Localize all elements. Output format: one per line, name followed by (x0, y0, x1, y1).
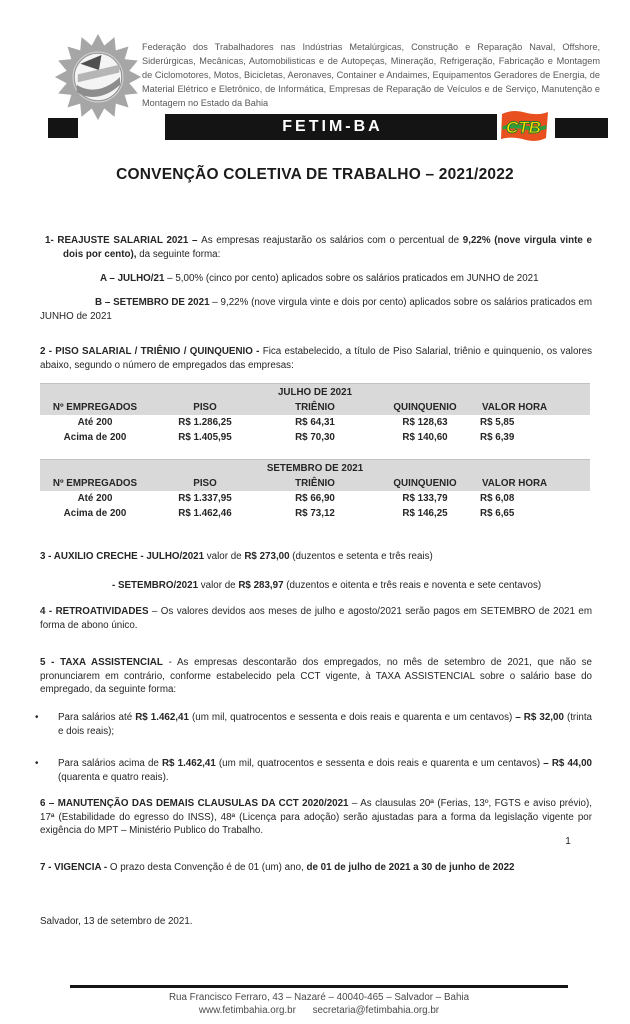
section-5-taxa-assistencial: 5 - TAXA ASSISTENCIAL - As empresas descontarão dos empregados, no mês de setembro de 2021, que não se pronunciarem em contrário, conforme estabelecido pela CCT vigente, à TAXA ASSISTENCIAL sobre o salário base do empregado, da seguinte forma: (40, 657, 592, 695)
table-cell: R$ 128,63 (370, 415, 480, 430)
decorative-black-square-left (48, 118, 78, 138)
text-run-bold: - SETEMBRO/2021 (112, 580, 199, 591)
text-run-bold: – R$ 32,00 (515, 712, 564, 723)
table-title: SETEMBRO DE 2021 (40, 460, 590, 477)
table-cell: R$ 1.405,95 (150, 430, 260, 445)
table-header-cell: Nº EMPREGADOS (40, 400, 150, 415)
wage-table (40, 383, 590, 445)
text-run-bold: R$ 283,97 (238, 580, 284, 591)
text-run-bold: 3 - AUXILIO CRECHE - JULHO/2021 (40, 551, 205, 562)
table-row (40, 506, 590, 521)
document-title: CONVENÇÃO COLETIVA DE TRABALHO – 2021/2022 (116, 166, 514, 183)
table-header-cell: Nº EMPREGADOS (40, 476, 150, 491)
table-header-cell: QUINQUENIO (370, 400, 480, 415)
text-run-bold: 1- REAJUSTE SALARIAL 2021 – (45, 235, 202, 246)
table-header-cell: PISO (150, 400, 260, 415)
wage-table (40, 459, 590, 521)
table-cell: R$ 66,90 (260, 491, 370, 506)
table-cell: R$ 1.462,46 (150, 506, 260, 521)
section-4-retroatividades: 4 - RETROATIVIDADES – Os valores devidos aos meses de julho e agosto/2021 serão pagos em SETEMBRO de 2021 em forma de abono único. (40, 606, 592, 631)
section-1-item-b: B – SETEMBRO DE 2021 – 9,22% (nove virgula vinte e dois por cento) aplicados sobre os salários praticados em JUNHO de 2021 (40, 297, 592, 322)
footer-address: Rua Francisco Ferraro, 43 – Nazaré – 40040-465 – Salvador – Bahia (168, 992, 470, 1003)
closing-date-line: Salvador, 13 de setembro de 2021. (40, 916, 193, 927)
table-cell: R$ 5,85 (480, 415, 590, 430)
footer-contact-line (60, 1005, 578, 1016)
table-cell: R$ 6,39 (480, 430, 590, 445)
text-run-bold: 4 - RETROATIVIDADES (40, 606, 149, 617)
table-cell: Acima de 200 (40, 430, 150, 445)
section-6-manutencao-clausulas: 6 – MANUTENÇÃO DAS DEMAIS CLAUSULAS DA CCT 2020/2021 – As clausulas 20ª (Ferias, 13º, FGTS e aviso prévio), 17ª (Estabilidade do egresso do INSS), 48ª (Licença para adoção) serão ajustadas para a forma da legislação vigente por exigência do MPT – Ministério Publico do Trabalho. (40, 798, 592, 836)
table-header-cell: VALOR HORA (480, 476, 590, 491)
text-run-bold: 7 - VIGENCIA - (40, 862, 110, 873)
section-3-auxilio-creche-setembro: - SETEMBRO/2021 valor de R$ 283,97 (duzentos e oitenta e três reais e noventa e sete centavos) (112, 580, 542, 591)
ctb-logo-icon (498, 108, 552, 146)
table-cell: Até 200 (40, 491, 150, 506)
footer-email: secretaria@fetimbahia.org.br (312, 1005, 440, 1016)
fetim-gear-logo-icon (52, 33, 144, 121)
table-header-cell: VALOR HORA (480, 400, 590, 415)
table-cell: Acima de 200 (40, 506, 150, 521)
text-run-bold: A – JULHO/21 (100, 273, 165, 284)
text-run-bold: 6 – MANUTENÇÃO DAS DEMAIS CLAUSULAS DA CCT 2020/2021 (40, 798, 349, 809)
table-cell: R$ 70,30 (260, 430, 370, 445)
text-run-bold: R$ 1.462,41 (135, 712, 189, 723)
ctb-label: CTB (506, 118, 541, 137)
bullet-text: Para salários até R$ 1.462,41 (um mil, quatrocentos e sessenta e dois reais e quarenta e um centavos) – R$ 32,00 (trinta e dois reais); (58, 712, 592, 737)
table-cell: Até 200 (40, 415, 150, 430)
table-row (40, 430, 590, 445)
page-number: 1 (565, 836, 571, 847)
text-run-bold: 2 - PISO SALARIAL / TRIÊNIO / QUINQUENIO - (40, 346, 263, 357)
bullet-text: Para salários acima de R$ 1.462,41 (um mil, quatrocentos e sessenta e dois reais e quarenta e um centavos) – R$ 44,00 (quarenta e quatro reais). (58, 758, 592, 783)
bullet-item-salarios-ate (35, 711, 592, 738)
bullet-icon: • (35, 758, 39, 769)
fetim-banner (165, 114, 497, 140)
table-header-cell: PISO (150, 476, 260, 491)
section-3-auxilio-creche: 3 - AUXILIO CRECHE - JULHO/2021 valor de R$ 273,00 (duzentos e setenta e três reais) (40, 551, 433, 562)
fetim-banner-label: FETIM-BA (282, 118, 383, 135)
text-run-bold: R$ 273,00 (244, 551, 290, 562)
table-cell: R$ 6,08 (480, 491, 590, 506)
footer-website: www.fetimbahia.org.br (198, 1005, 296, 1016)
section-2-piso-salarial: 2 - PISO SALARIAL / TRIÊNIO / QUINQUENIO - Fica estabelecido, a título de Piso Salarial, triênio e quinquenio, os valores abaixo, segundo o número de empregados das empresas: (40, 346, 593, 371)
table-row (40, 491, 590, 506)
table-cell: R$ 140,60 (370, 430, 480, 445)
table-cell: R$ 6,65 (480, 506, 590, 521)
decorative-black-bar-right (555, 118, 608, 138)
table-cell: R$ 146,25 (370, 506, 480, 521)
footer-rule (70, 985, 568, 988)
federation-description: Federação dos Trabalhadores nas Indústrias Metalúrgicas, Construção e Reparação Naval, Offshore, Siderúrgicas, Mecânicas, Automobilisticas e de Autopeças, Mineração, Refrigeração, Fabricação e Montagem de Ciclomotores, Motos, Bicicletas, Aeronaves, Container e Andaimes, Equipamentos Geradores de Energia, de Material Elétrico e Eletrônico, de Informática, Empresas de Reparação de Veículos e de Serviço, Manutenção e Montagem no Estado da Bahia (142, 42, 600, 108)
wage-table-july (40, 383, 590, 445)
table-row (40, 415, 590, 430)
text-run-bold: 5 - TAXA ASSISTENCIAL (40, 657, 163, 668)
text-run-bold: – R$ 44,00 (543, 758, 592, 769)
text-run-bold: B – SETEMBRO DE 2021 (95, 297, 210, 308)
table-cell: R$ 1.286,25 (150, 415, 260, 430)
table-header-cell: TRIÊNIO (260, 476, 370, 491)
wage-table-september (40, 459, 590, 521)
table-cell: R$ 133,79 (370, 491, 480, 506)
section-1-reajuste-salarial: 1- REAJUSTE SALARIAL 2021 – As empresas reajustarão os salários com o percentual de 9,22% (nove virgula vinte e dois por cento), da seguinte forma: (45, 235, 592, 260)
section-7-vigencia: 7 - VIGENCIA - O prazo desta Convenção é de 01 (um) ano, de 01 de julho de 2021 a 30 de junho de 2022 (40, 862, 515, 873)
text-run-bold: R$ 1.462,41 (161, 758, 216, 769)
section-1-item-a: A – JULHO/21 – 5,00% (cinco por cento) aplicados sobre os salários praticados em JUNHO de 2021 (100, 273, 539, 284)
bullet-icon: • (35, 712, 39, 723)
bullet-item-salarios-acima (35, 757, 592, 784)
table-title: JULHO DE 2021 (40, 384, 590, 401)
table-cell: R$ 64,31 (260, 415, 370, 430)
text-run-bold: 9,22% (nove virgula vinte e dois por cento), (63, 235, 592, 260)
table-cell: R$ 1.337,95 (150, 491, 260, 506)
table-cell: R$ 73,12 (260, 506, 370, 521)
table-header-cell: TRIÊNIO (260, 400, 370, 415)
text-run-bold: de 01 de julho de 2021 a 30 de junho de 2022 (306, 862, 515, 873)
table-header-cell: QUINQUENIO (370, 476, 480, 491)
